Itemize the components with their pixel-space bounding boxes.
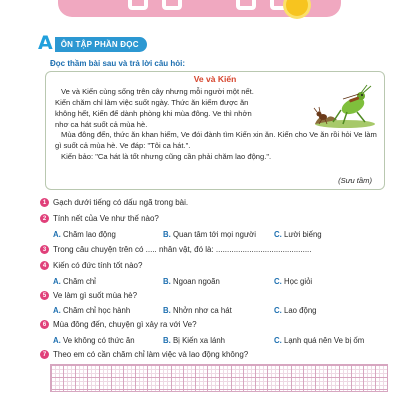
option-text: Quan tâm tới mọi người: [172, 230, 257, 239]
option-text: Lười biếng: [283, 230, 322, 239]
option-c[interactable]: [274, 336, 364, 345]
option-a[interactable]: [53, 336, 135, 345]
story-title: Ve và Kiến: [193, 74, 237, 84]
option-a[interactable]: [53, 230, 116, 239]
question-1: [40, 198, 188, 207]
question-6: [40, 320, 197, 329]
question-3: [40, 245, 311, 254]
option-c[interactable]: [274, 306, 317, 315]
question-text: Kiến có đức tính tốt nào?: [53, 261, 143, 270]
option-text: Nhởn nhơ ca hát: [172, 306, 232, 315]
story-line: Mùa đông đến, thức ăn khan hiếm, Ve đói đành tìm Kiến xin ăn. Kiến cho Ve ăn rồi hỏi Ve làm gì suốt cả mùa hè. Ve đáp: "Tôi ca hát.".: [55, 130, 377, 150]
story-line: nhơ ca hát suốt cả mùa hè.: [55, 120, 148, 129]
option-c[interactable]: [274, 277, 312, 286]
option-key: B.: [163, 277, 171, 286]
question-text: Theo em có cần chăm chỉ làm việc và lao động không?: [53, 350, 249, 359]
story-source: (Sưu tầm): [338, 176, 372, 185]
option-text: Chăm chỉ học hành: [62, 306, 131, 315]
option-c[interactable]: [274, 230, 322, 239]
question-4: [40, 261, 142, 270]
option-b[interactable]: [163, 230, 256, 239]
question-number: 7: [40, 350, 49, 359]
question-5: [40, 291, 137, 300]
section-title: ÔN TẬP PHẦN ĐỌC: [55, 37, 147, 52]
question-number: 4: [40, 261, 49, 270]
question-2: [40, 214, 159, 223]
story-line: Kiến chăm chỉ làm việc suốt ngày. Thức ăn kiếm được ăn: [55, 98, 249, 107]
question-text: Mùa đông đến, chuyện gì xảy ra với Ve?: [53, 320, 197, 329]
option-text: Lao động: [283, 306, 317, 315]
option-b[interactable]: [163, 336, 225, 345]
option-text: Chăm chỉ: [62, 277, 96, 286]
story-line: Ve và Kiến cùng sống trên cây nhưng mỗi người một nết.: [61, 87, 254, 96]
option-key: A.: [53, 230, 61, 239]
banner-decoration: [236, 0, 256, 10]
option-b[interactable]: [163, 306, 232, 315]
option-text: Chăm lao động: [62, 230, 116, 239]
question-number: 3: [40, 245, 49, 254]
answer-writing-grid[interactable]: [50, 364, 388, 392]
banner-decoration: [162, 0, 182, 10]
banner-decoration: [128, 0, 148, 10]
option-a[interactable]: [53, 306, 130, 315]
option-key: C.: [274, 306, 282, 315]
section-letter: A: [38, 32, 53, 54]
option-text: Học giỏi: [283, 277, 313, 286]
story-line: không hết, Kiến để dành phòng khi mùa đông. Ve thì nhởn: [55, 109, 252, 118]
option-text: Bị Kiến xa lánh: [172, 336, 225, 345]
question-text: Ve làm gì suốt mùa hè?: [53, 291, 138, 300]
option-key: C.: [274, 230, 282, 239]
story-line: Kiến bảo: "Ca hát là tốt nhưng cũng cần phải chăm lao động.".: [61, 152, 272, 161]
option-a[interactable]: [53, 277, 96, 286]
question-number: 6: [40, 320, 49, 329]
option-key: B.: [163, 336, 171, 345]
story-paragraph-2: [55, 129, 377, 162]
question-text: Trong câu chuyện trên có ..... nhân vật, đó là: ...........................................: [53, 245, 312, 254]
reading-passage-box: [45, 71, 385, 190]
question-text: Gạch dưới tiếng có dấu ngã trong bài.: [53, 198, 189, 207]
option-key: B.: [163, 230, 171, 239]
option-key: A.: [53, 336, 61, 345]
option-key: C.: [274, 277, 282, 286]
question-7: [40, 350, 248, 359]
option-key: A.: [53, 277, 61, 286]
option-b[interactable]: [163, 277, 220, 286]
story-paragraph-1: [55, 86, 297, 130]
option-key: B.: [163, 306, 171, 315]
question-number: 1: [40, 198, 49, 207]
question-text: Tính nết của Ve như thế nào?: [53, 214, 159, 223]
option-text: Ve không có thức ăn: [62, 336, 135, 345]
option-text: Lạnh quá nên Ve bị ốm: [283, 336, 365, 345]
question-number: 2: [40, 214, 49, 223]
option-text: Ngoan ngoãn: [172, 277, 220, 286]
option-key: C.: [274, 336, 282, 345]
option-key: A.: [53, 306, 61, 315]
grasshopper-ant-illustration: [297, 84, 377, 128]
question-number: 5: [40, 291, 49, 300]
section-header: [38, 32, 147, 54]
instruction-text: Đọc thầm bài sau và trả lời câu hỏi:: [50, 59, 186, 68]
